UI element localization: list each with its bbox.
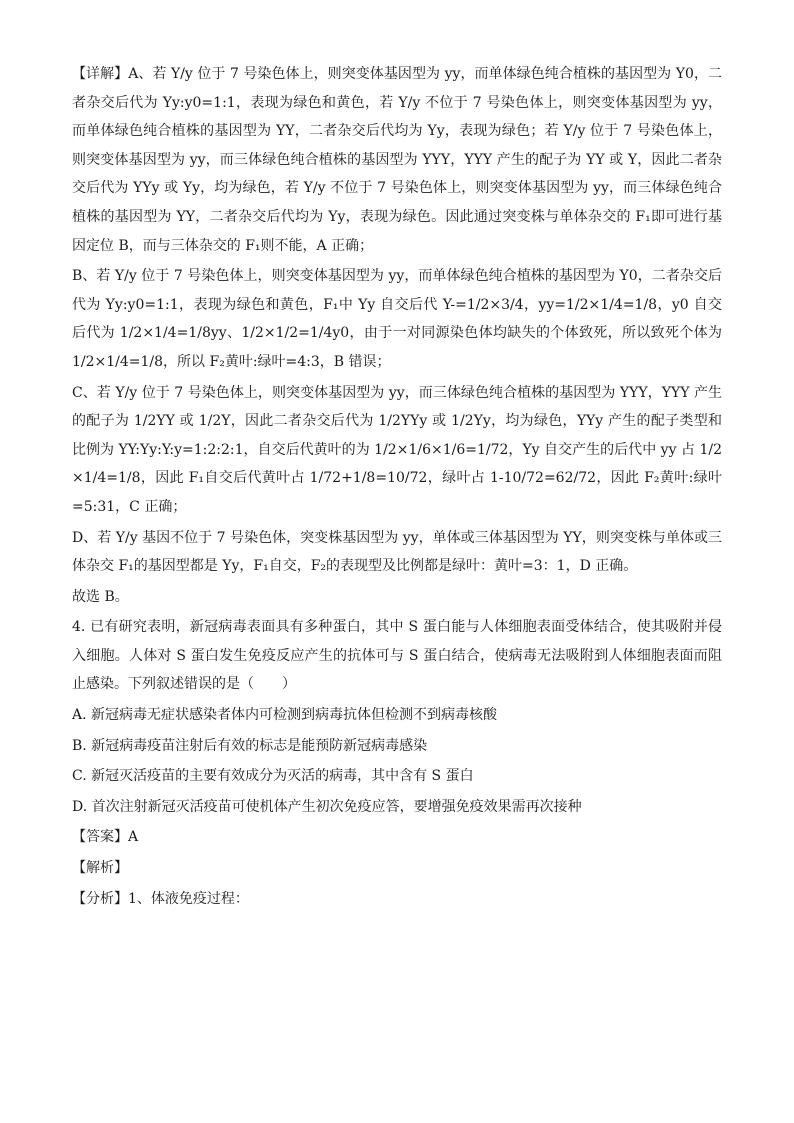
paragraph-detail-c: C、若 Y/y 位于 7 号染色体上，则突变体基因型为 yy，而三体绿色纯合植株的基因型为 YYY，YYY 产生的配子为 1/2YY 或 1/2Y，因此二者杂交后代为 1/2YYy 或 1/2Yy，均为绿色，YYy 产生的配子类型和比例为 YY:Yy:Y:y=1:2:2:1，自交后代黄叶的为 1/2×1/6×1/6=1/72，Yy 自交产生的后代中 yy 占 1/2×1/4=1/8，因此 F₁自交后代黄叶占 1/72+1/8=10/72，绿叶占 1-10/72=62/72，因此 F₂黄叶:绿叶=5:31，C 正确； bbox=[72, 384, 722, 515]
option-b: B. 新冠病毒疫苗注射后有效的标志是能预防新冠病毒感染 bbox=[72, 737, 428, 754]
option-a: A. 新冠病毒无症状感染者体内可检测到病毒抗体但检测不到病毒核酸 bbox=[72, 707, 498, 724]
paragraph-detail-a: 【详解】A、若 Y/y 位于 7 号染色体上，则突变体基因型为 yy，而单体绿色纯合植株的基因型为 Y0，二者杂交后代为 Yy:y0=1:1，表现为绿色和黄色，若 Y/y 不位于 7 号染色体上，则突变体基因型为 yy，而单体绿色纯合植株的基因型为 YY，二者杂交后代均为 Yy，表现为绿色；若 Y/y 位于 7 号染色体上，则突变体基因型为 yy，而三体绿色纯合植株的基因型为 YYY，YYY 产生的配子为 YY 或 Y，因此二者杂交后代为 YYy 或 Yy，均为绿色，若 Y/y 不位于 7 号染色体上，则突变体基因型为 yy，而三体绿色纯合植株的基因型为 YY，二者杂交后代均为 Yy，表现为绿色。因此通过突变株与单体杂交的 F₁即可进行基因定位 B，而与三体杂交的 F₁则不能，A 正确； bbox=[72, 66, 722, 254]
option-c: C. 新冠灭活疫苗的主要有效成分为灭活的病毒，其中含有 S 蛋白 bbox=[72, 768, 474, 785]
answer-line: 【答案】A bbox=[72, 829, 139, 846]
paragraph-conclusion: 故选 B。 bbox=[72, 588, 129, 605]
paragraph-detail-b: B、若 Y/y 位于 7 号染色体上，则突变体基因型为 yy，而单体绿色纯合植株的基因型为 Y0，二者杂交后代为 Yy:y0=1:1，表现为绿色和黄色，F₁中 Yy 自交后代 Y-=1/2×3/4，yy=1/2×1/4=1/8，y0 自交后代为 1/2×1/4=1/8yy、1/2×1/2=1/4y0，由于一对同源染色体均缺失的个体致死，所以致死个体为 1/2×1/4=1/8，所以 F₂黄叶:绿叶=4:3，B 错误； bbox=[72, 268, 722, 370]
analysis-line-1: 【分析】1、体液免疫过程： bbox=[72, 890, 249, 907]
option-d: D. 首次注射新冠灭活疫苗可使机体产生初次免疫应答，要增强免疫效果需再次接种 bbox=[72, 798, 582, 815]
analysis-heading: 【解析】 bbox=[72, 860, 128, 877]
paragraph-detail-d: D、若 Y/y 基因不位于 7 号染色体，突变株基因型为 yy，单体或三体基因型为 YY，则突变株与单体或三体杂交 F₁的基因型都是 Yy，F₁自交，F₂的表现型及比例都是绿叶：黄叶=3：1，D 正确。 bbox=[72, 529, 722, 575]
question-4-stem: 4. 已有研究表明，新冠病毒表面具有多种蛋白，其中 S 蛋白能与人体细胞表面受体结合，使其吸附并侵入细胞。人体对 S 蛋白发生免疫反应产生的抗体可与 S 蛋白结合，使病毒无法吸附到人体细胞表面而阻止感染。下列叙述错误的是（ ） bbox=[72, 619, 722, 693]
